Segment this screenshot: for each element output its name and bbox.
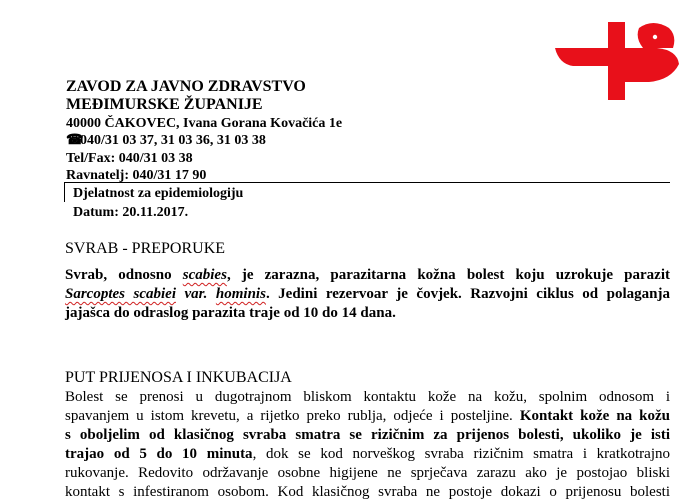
header-divider xyxy=(64,182,670,183)
org-phone: ☎040/31 03 37, 31 03 36, 31 03 38 xyxy=(66,133,266,148)
org-address: 40000 ČAKOVEC, Ivana Gorana Kovačića 1e xyxy=(66,116,343,131)
org-telfax: Tel/Fax: 040/31 03 38 xyxy=(66,151,193,166)
intro-paragraph xyxy=(65,266,670,323)
section-heading: PUT PRIJENOSA I INKUBACIJA xyxy=(65,369,292,386)
telephone-icon: ☎ xyxy=(66,133,84,148)
document-date: Datum: 20.11.2017. xyxy=(73,205,189,220)
org-name-line1: ZAVOD ZA JAVNO ZDRAVSTVO xyxy=(66,78,306,95)
red-cross-bird-logo xyxy=(553,20,681,100)
section-line-3: s oboljelim od klasičnog svraba smatra se rizičnim za prijenos bolesti, ukoliko je isti xyxy=(65,427,670,443)
header-divider-vertical xyxy=(64,182,65,202)
intro-line-3: jajašca do odraslog parazita traje od 10 do 14 dana. xyxy=(65,305,396,321)
document-title: SVRAB - PREPORUKE xyxy=(65,240,226,257)
org-director-phone: Ravnatelj: 040/31 17 90 xyxy=(66,168,207,183)
section-line-5: rukovanje. Redovito održavanje osobne higijene ne sprječava zarazu ako je postojao bliski xyxy=(65,465,670,481)
intro-line-2: Sarcoptes scabiei var. hominis. Jedini rezervoar je čovjek. Razvojni ciklus od polaganja xyxy=(65,286,670,302)
section-paragraph xyxy=(65,388,670,502)
section-line-1: Bolest se prenosi u dugotrajnom bliskom kontaktu kože na kožu, spolnim odnosom i xyxy=(65,389,670,405)
section-line-2: spavanjem u istom krevetu, a rijetko preko rublja, odjeće i posteljine. Kontakt kože na kožu xyxy=(65,408,670,424)
org-name-line2: MEĐIMURSKE ŽUPANIJE xyxy=(66,96,263,113)
intro-line-1: Svrab, odnosno scabies, je zarazna, parazitarna kožna bolest koju uzrokuje parazit xyxy=(65,267,670,283)
department: Djelatnost za epidemiologiju xyxy=(73,186,244,201)
section-line-6: kontakt s infestiranom osobom. Kod klasičnog svraba ne postoje dokazi o prijenosu bolesti xyxy=(65,484,670,500)
section-line-4: trajao od 5 do 10 minuta, dok se kod norveškog svraba rizičnim smatra i kratkotrajno xyxy=(65,446,670,462)
